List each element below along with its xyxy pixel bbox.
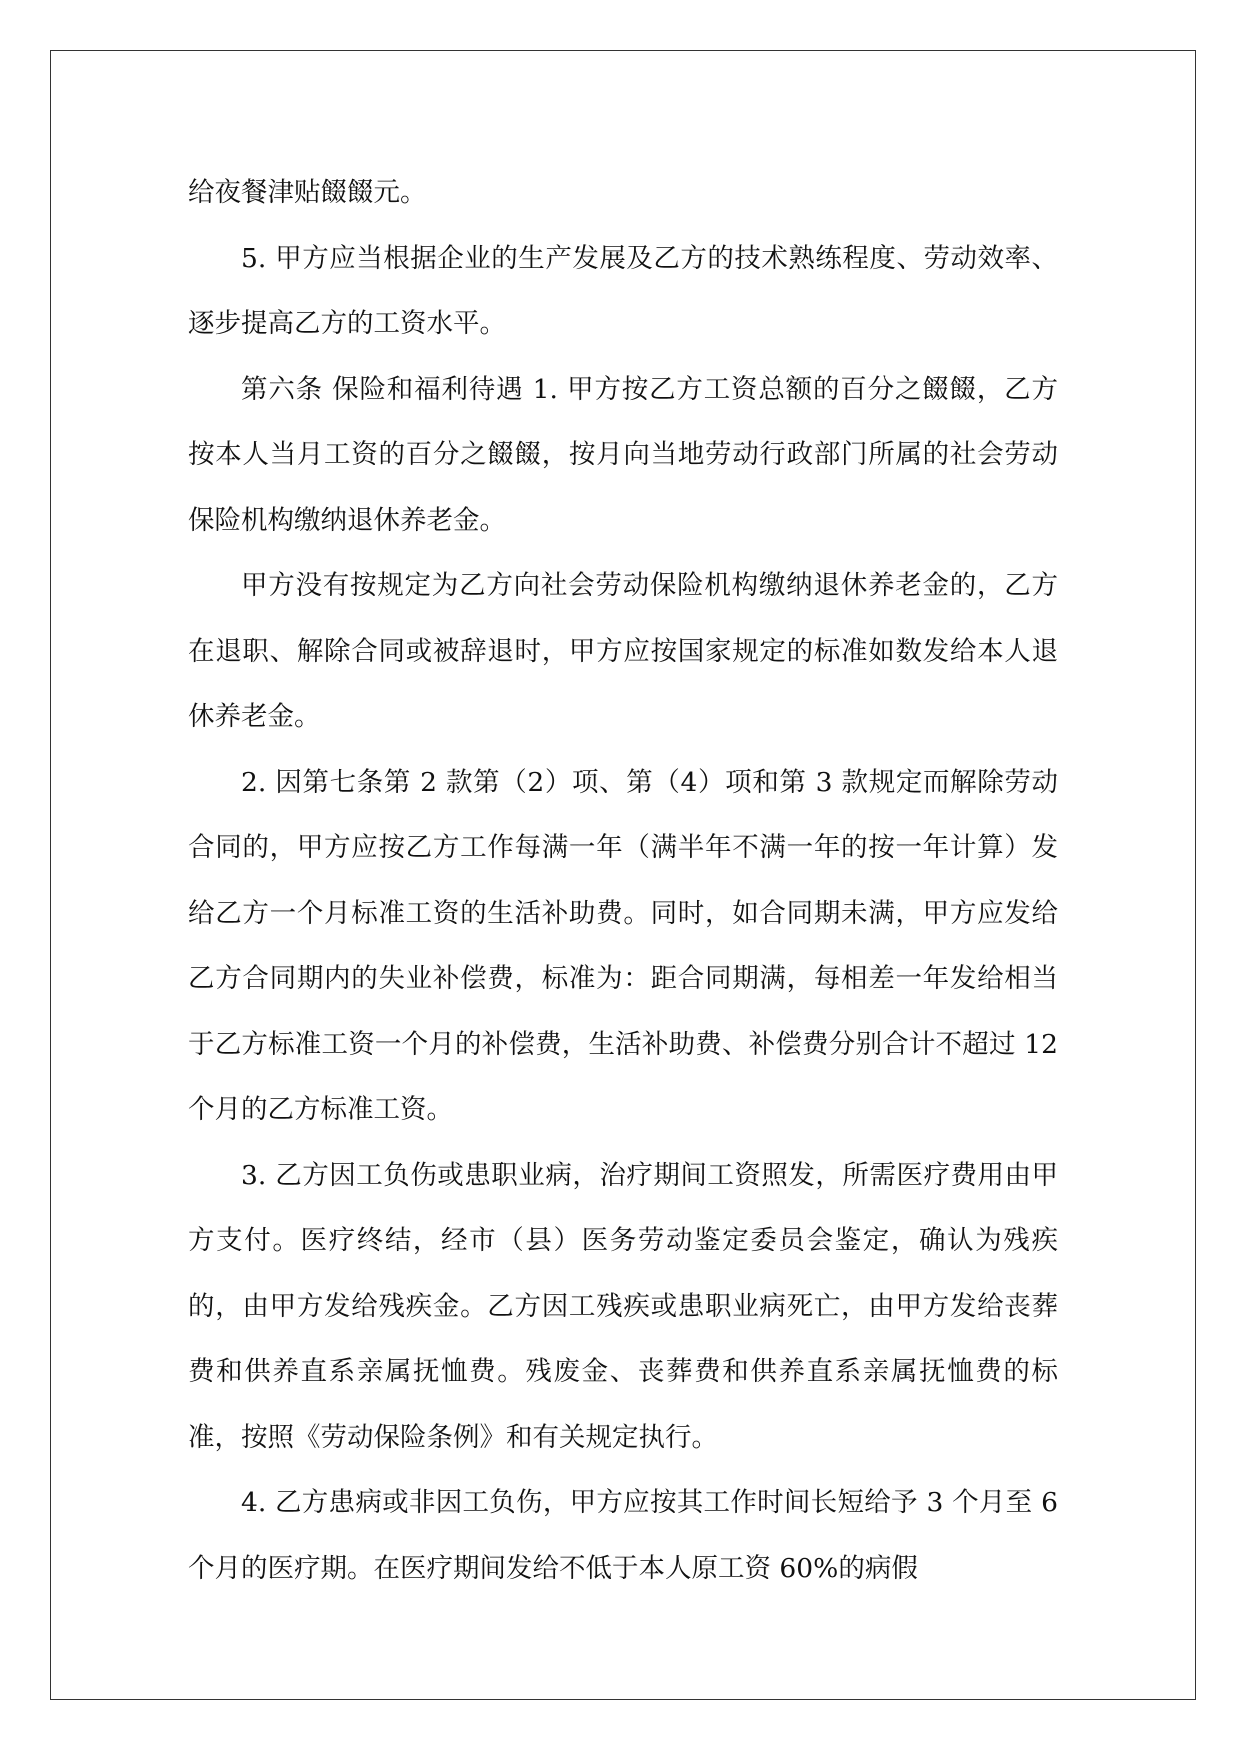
paragraph: 第六条 保险和福利待遇 1. 甲方按乙方工资总额的百分之餟餟，乙方按本人当月工资的百分之餟餟，按月向当地劳动行政部门所属的社会劳动保险机构缴纳退休养老金。	[188, 373, 1058, 536]
paragraph: 3. 乙方因工负伤或患职业病，治疗期间工资照发，所需医疗费用由甲方支付。医疗终结，经市（县）医务劳动鉴定委员会鉴定，确认为残疾的，由甲方发给残疾金。乙方因工残疾或患职业病死亡，由甲方发给丧葬费和供养直系亲属抚恤费。残废金、丧葬费和供养直系亲属抚恤费的标准，按照《劳动保险条例》和有关规定执行。	[188, 1159, 1058, 1453]
paragraph: 2. 因第七条第 2 款第（2）项、第（4）项和第 3 款规定而解除劳动合同的，甲方应按乙方工作每满一年（满半年不满一年的按一年计算）发给乙方一个月标准工资的生活补助费。同时，如合同期未满，甲方应发给乙方合同期内的失业补偿费，标准为：距合同期满，每相差一年发给相当于乙方标准工资一个月的补偿费，生活补助费、补偿费分别合计不超过 12 个月的乙方标准工资。	[188, 766, 1058, 1125]
paragraph: 甲方没有按规定为乙方向社会劳动保险机构缴纳退休养老金的，乙方在退职、解除合同或被辞退时，甲方应按国家规定的标准如数发给本人退休养老金。	[188, 570, 1058, 732]
paragraph: 4. 乙方患病或非因工负伤，甲方应按其工作时间长短给予 3 个月至 6 个月的医疗期。在医疗期间发给不低于本人原工资 60%的病假	[188, 1487, 1058, 1584]
paragraph: 5. 甲方应当根据企业的生产发展及乙方的技术熟练程度、劳动效率、逐步提高乙方的工资水平。	[188, 242, 1058, 339]
document-body	[188, 160, 1058, 1601]
paragraph: 给夜餐津贴餟餟元。	[188, 177, 427, 208]
